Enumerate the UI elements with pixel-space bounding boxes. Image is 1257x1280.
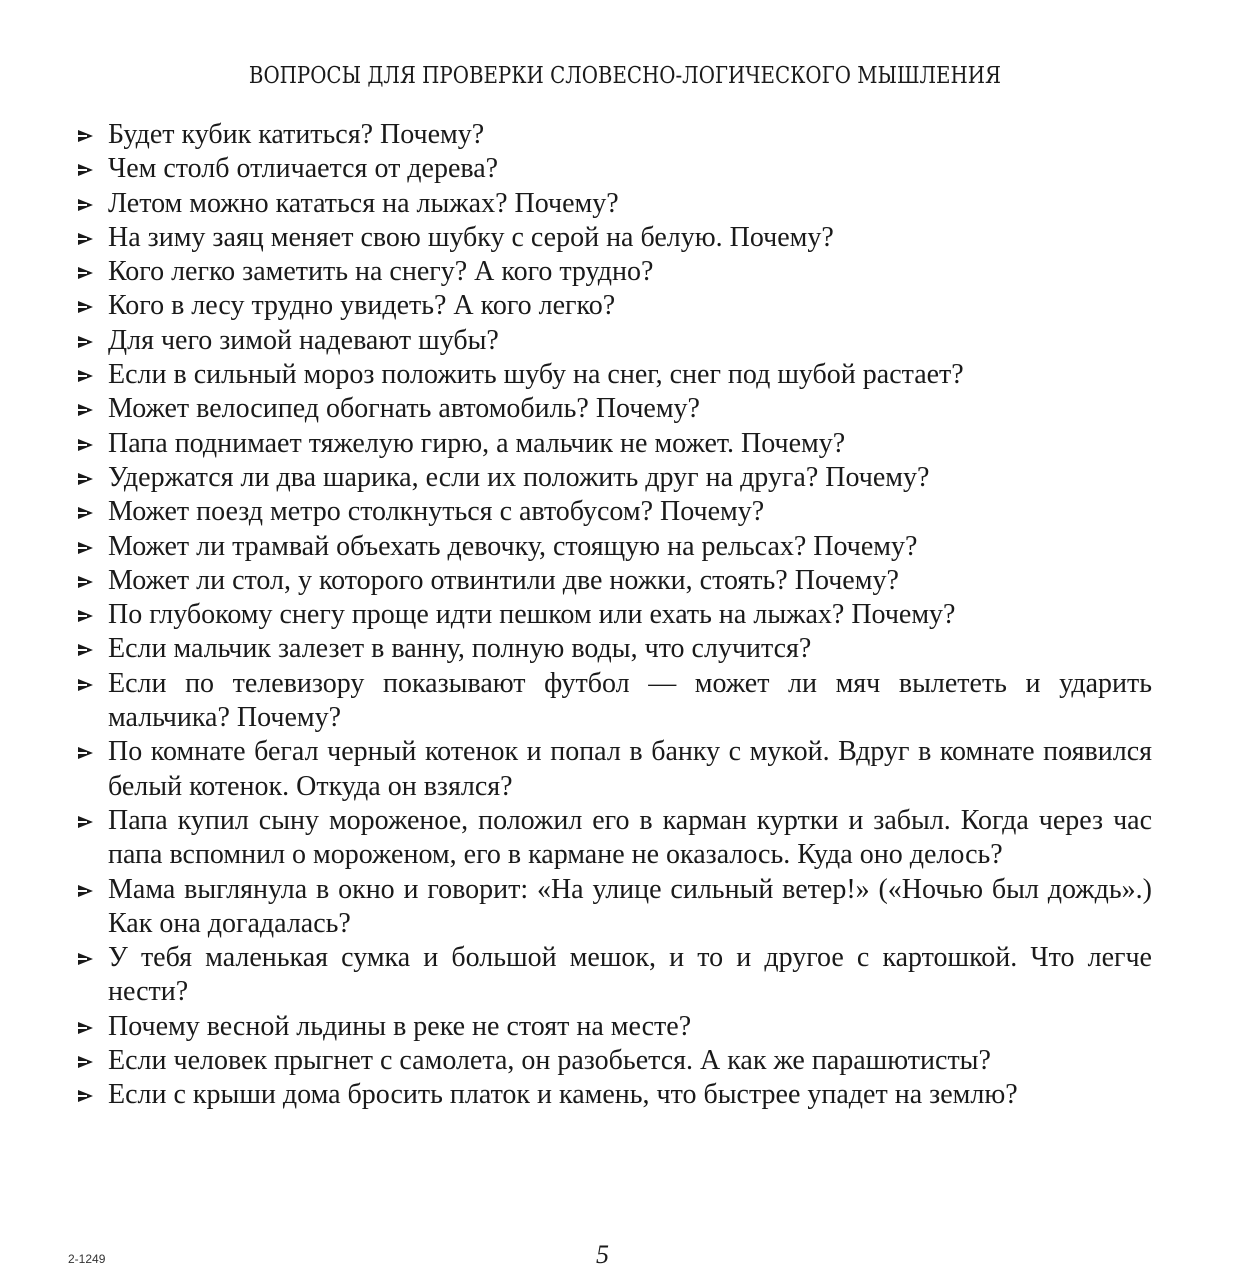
arrowhead-bullet-icon [78, 576, 93, 588]
question-text: Почему весной льдины в реке не стоят на месте? [108, 1010, 692, 1042]
question-text: Кого в лесу трудно увидеть? А кого легко? [108, 290, 616, 322]
question-item [72, 187, 1152, 221]
question-text: На зиму заяц меняет свою шубку с серой на белую. Почему? [108, 221, 834, 253]
arrowhead-bullet-icon [78, 507, 93, 519]
question-text: Кого легко заметить на снегу? А кого трудно? [108, 256, 654, 288]
question-item [72, 873, 1152, 942]
question-text: Если человек прыгнет с самолета, он разобьется. А как же парашютисты? [108, 1045, 991, 1077]
question-text: Если с крыши дома бросить платок и камень, что быстрее упадет на землю? [108, 1079, 1018, 1111]
question-item [72, 358, 1152, 392]
question-item [72, 324, 1152, 358]
question-text: Будет кубик катиться? Почему? [108, 119, 485, 150]
question-item [72, 632, 1152, 666]
question-text: Папа купил сыну мороженое, положил его в карман куртки и забыл. Когда через час папа вспомнил о мороженом, его в кармане не оказалось. Куда оно делось? [108, 804, 1152, 871]
question-text: Если в сильный мороз положить шубу на снег, снег под шубой растает? [108, 359, 964, 391]
arrowhead-bullet-icon [78, 747, 93, 759]
arrowhead-bullet-icon [78, 233, 93, 245]
question-item [72, 598, 1152, 632]
question-item [72, 392, 1152, 426]
question-item [72, 1010, 1152, 1044]
question-item [72, 118, 1152, 152]
question-item [72, 667, 1152, 736]
question-text: По комнате бегал черный котенок и попал в банку с мукой. Вдруг в комнате появился белый котенок. Откуда он взялся? [108, 736, 1152, 802]
question-item [72, 427, 1152, 461]
question-item [72, 1044, 1152, 1078]
question-item [72, 941, 1152, 1010]
arrowhead-bullet-icon [78, 199, 93, 211]
arrowhead-bullet-icon [78, 164, 93, 176]
arrowhead-bullet-icon [78, 370, 93, 382]
question-text: Удержатся ли два шарика, если их положить друг на друга? Почему? [108, 461, 930, 493]
arrowhead-bullet-icon [78, 301, 93, 313]
question-list [72, 118, 1152, 1113]
question-text: Может поезд метро столкнуться с автобусом? Почему? [108, 496, 765, 528]
page-title: ВОПРОСЫ ДЛЯ ПРОВЕРКИ СЛОВЕСНО-ЛОГИЧЕСКОГО МЫШЛЕНИЯ [248, 63, 1001, 89]
question-item [72, 530, 1152, 564]
arrowhead-bullet-icon [78, 439, 93, 451]
arrowhead-bullet-icon [78, 1056, 93, 1068]
question-item [72, 804, 1152, 873]
question-item [72, 221, 1152, 255]
arrowhead-bullet-icon [78, 610, 93, 622]
question-text: Если мальчик залезет в ванну, полную воды, что случится? [108, 633, 812, 665]
print-code: 2-1249 [68, 1252, 106, 1266]
arrowhead-bullet-icon [78, 542, 93, 554]
question-item [72, 735, 1152, 804]
question-text: Если по телевизору показывают футбол — может ли мяч вылететь и ударить мальчика? Почему? [108, 667, 1152, 734]
arrowhead-bullet-icon [78, 404, 93, 416]
question-text: Летом можно кататься на лыжах? Почему? [108, 187, 619, 219]
arrowhead-bullet-icon [78, 816, 93, 828]
question-text: Чем столб отличается от дерева? [108, 153, 499, 185]
question-text: У тебя маленькая сумка и большой мешок, и то и другое с картошкой. Что легче нести? [108, 942, 1152, 1008]
arrowhead-bullet-icon [78, 885, 93, 897]
question-item [72, 564, 1152, 598]
question-item [72, 461, 1152, 495]
question-text: Может ли стол, у которого отвинтили две ножки, стоять? Почему? [108, 564, 899, 596]
question-text: Для чего зимой надевают шубы? [108, 324, 499, 356]
question-item [72, 289, 1152, 323]
arrowhead-bullet-icon [78, 336, 93, 348]
arrowhead-bullet-icon [78, 953, 93, 965]
arrowhead-bullet-icon [78, 130, 93, 142]
arrowhead-bullet-icon [78, 644, 93, 656]
arrowhead-bullet-icon [78, 267, 93, 279]
arrowhead-bullet-icon [78, 1022, 93, 1034]
question-text: По глубокому снегу проще идти пешком или ехать на лыжах? Почему? [108, 599, 956, 631]
question-text: Может ли трамвай объехать девочку, стоящую на рельсах? Почему? [108, 530, 918, 562]
question-item [72, 495, 1152, 529]
arrowhead-bullet-icon [78, 1090, 93, 1102]
question-item [72, 152, 1152, 186]
arrowhead-bullet-icon [78, 473, 93, 485]
question-item [72, 255, 1152, 289]
question-text: Мама выглянула в окно и говорит: «На улице сильный ветер!» («Ночью был дождь».) Как она догадалась? [108, 873, 1152, 939]
question-item [72, 1078, 1152, 1112]
question-text: Может велосипед обогнать автомобиль? Почему? [108, 393, 700, 425]
question-text: Папа поднимает тяжелую гирю, а мальчик не может. Почему? [108, 427, 846, 459]
arrowhead-bullet-icon [78, 679, 93, 691]
page-number: 5 [596, 1240, 609, 1269]
